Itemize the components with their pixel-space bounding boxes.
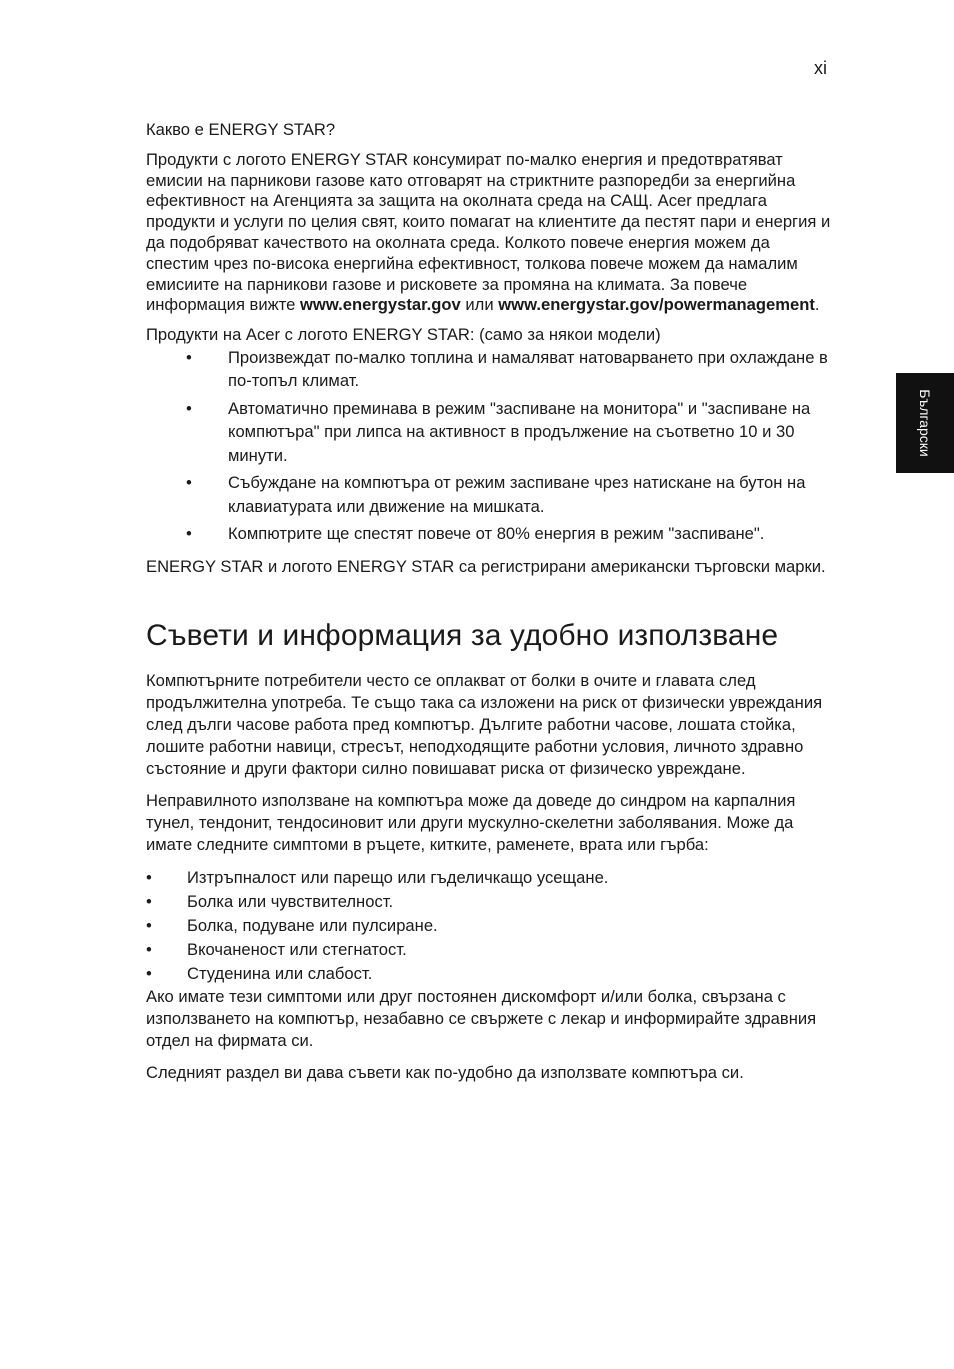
comfort-paragraph-2: Неправилното използване на компютъра може да доведе до синдром на карпалния тунел, тендонит, тендосиновит или други мускулно-скелетни заболявания. Може да имате следните симптоми в ръцете, китките, раменете, врата или гърба: bbox=[146, 790, 796, 854]
energy-star-products-intro: Продукти на Acer с логото ENERGY STAR: (само за някои модели) bbox=[146, 325, 661, 345]
bullet-glyph: • bbox=[186, 524, 192, 544]
list-item bbox=[146, 890, 836, 914]
energy-star-intro-text: Продукти с логото ENERGY STAR консумират по-малко енергия и предотвратяват емисии на парникови газове като отговарят на стриктните разпоредби за енергийна ефективност на Агенцията за защита на околната среда на САЩ. Acer предлага продукти и услуги по целия свят, които помагат на клиентите да пестят пари и енергия и да подобряват качеството на околната среда. Колкото повече енергия можем да спестим чрез по-висока енергийна ефективност, толкова повече можем да намалим емисиите на парникови газове и рисковете за промяна на климата. За повече информация вижте bbox=[146, 149, 831, 315]
bullet-glyph: • bbox=[186, 347, 192, 367]
list-item-text: Автоматично преминава в режим "заспиване на монитора" и "заспиване на компютъра" при липса на активност в продължение на съответно 10 и 30 минути. bbox=[228, 398, 811, 465]
bullet-glyph: • bbox=[146, 867, 152, 887]
list-item bbox=[146, 938, 836, 962]
bullet-glyph: • bbox=[146, 915, 152, 935]
list-item bbox=[146, 522, 836, 546]
comfort-paragraph-1: Компютърните потребители често се оплакват от болки в очите и главата след продължителна употреба. Те също така са изложени на риск от физически увреждания след дълги часове работа пред компютър. Дългите работни часове, лошата стойка, лошите работни навици, стресът, неподходящите работни условия, личното здравно състояние и други фактори силно повишават риска от физическо увреждане. bbox=[146, 670, 823, 778]
section-heading-comfort: Съвети и информация за удобно използване bbox=[146, 618, 779, 652]
list-item-text: Изтръпналост или парещо или гъделичкащо усещане. bbox=[187, 867, 609, 887]
language-side-tab bbox=[896, 373, 954, 473]
symptoms-list bbox=[146, 866, 836, 986]
comfort-paragraph-3: Ако имате тези симптоми или друг постоянен дискомфорт и/или болка, свързана с използването на компютър, незабавно се свържете с лекар и информирайте здравния отдел на фирмата си. bbox=[146, 986, 817, 1050]
list-item bbox=[146, 962, 836, 986]
list-item-text: Студенина или слабост. bbox=[187, 963, 373, 983]
page-number: xi bbox=[814, 58, 827, 78]
bullet-glyph: • bbox=[186, 473, 192, 493]
energy-star-link-2[interactable]: www.energystar.gov/powermanagement bbox=[498, 295, 815, 315]
list-item-text: Компютрите ще спестят повече от 80% енергия в режим "заспиване". bbox=[228, 524, 765, 544]
list-item bbox=[146, 346, 836, 393]
list-item bbox=[146, 397, 836, 468]
bullet-glyph: • bbox=[146, 939, 152, 959]
energy-star-link-end: . bbox=[814, 295, 820, 315]
energy-star-trademark-notice: ENERGY STAR и логото ENERGY STAR са регистрирани американски търговски марки. bbox=[146, 556, 826, 576]
energy-star-benefits-list bbox=[146, 346, 836, 546]
list-item-text: Събуждане на компютъра от режим заспиване чрез натискане на бутон на клавиатурата или движение на мишката. bbox=[228, 473, 806, 516]
energy-star-question: Какво е ENERGY STAR? bbox=[146, 120, 336, 139]
list-item bbox=[146, 471, 836, 518]
bullet-glyph: • bbox=[146, 891, 152, 911]
list-item-text: Болка или чувствителност. bbox=[187, 891, 394, 911]
bullet-glyph: • bbox=[186, 398, 192, 418]
energy-star-link-1[interactable]: www.energystar.gov bbox=[300, 295, 461, 315]
page-content bbox=[146, 120, 836, 1094]
list-item-text: Вкочаненост или стегнатост. bbox=[187, 939, 407, 959]
list-item bbox=[146, 866, 836, 890]
list-item bbox=[146, 914, 836, 938]
language-side-tab-label: Български bbox=[917, 389, 933, 457]
energy-star-link-separator: или bbox=[460, 295, 499, 315]
list-item-text: Произвеждат по-малко топлина и намаляват натоварването при охлаждане в по-топъл климат. bbox=[228, 347, 828, 391]
comfort-paragraph-4: Следният раздел ви дава съвети как по-удобно да използвате компютъра си. bbox=[146, 1062, 744, 1082]
energy-star-intro-paragraph bbox=[146, 150, 836, 316]
list-item-text: Болка, подуване или пулсиране. bbox=[187, 915, 438, 935]
bullet-glyph: • bbox=[146, 963, 152, 983]
